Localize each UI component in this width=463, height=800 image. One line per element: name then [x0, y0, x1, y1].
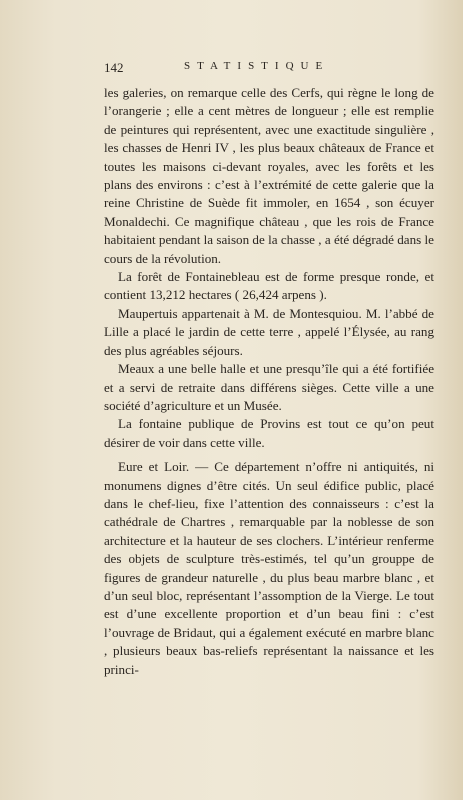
body-text: [104, 84, 434, 679]
paragraph-meaux: Meaux a une belle halle et une presqu’île qui a été fortifiée et a servi de retraite dans différens sièges. Cette ville a une société d’agriculture et un Musée.: [104, 361, 434, 413]
paragraph-foret: La forêt de Fontainebleau est de forme presque ronde, et contient 13,212 hectares ( 26,424 arpens ).: [104, 269, 434, 303]
paragraph-provins: La fontaine publique de Provins est tout ce qu’on peut désirer de voir dans cette ville.: [104, 416, 434, 450]
paragraph-eure-et-loir: Eure et Loir. — Ce département n’offre ni antiquités, ni monumens dignes d’être cités. Un seul édifice public, placé dans le chef-lieu, fixe l’attention des connaisseurs : c’est la cathédrale de Chartres , remarquable par la noblesse de son architecture et la hauteur de ses clochers. L’intérieur renferme des objets de sculpture très-estimés, tel qu’un grouppe de figures de grandeur naturelle , du plus beau marbre blanc , et d’un seul bloc, représentant l’assomption de la Vierge. Le tout est d’une excellente proportion et d’un beau fini : c’est l’ouvrage de Bridaut, qui a également exécuté en marbre blanc , plusieurs beaux bas-reliefs représentant la naissance et les princi-: [104, 459, 434, 677]
running-title: STATISTIQUE: [184, 60, 330, 72]
paragraph-galeries: les galeries, on remarque celle des Cerfs, qui règne le long de l’orangerie ; elle a cent mètres de longueur ; elle est remplie de peintures qui représentent, avec une exactitude singulière , les chasses de Henri IV , les plus beaux châteaux de France et toutes les maisons ci-devant royales, avec les forêts et les plans des environs : c’est à l’extrémité de cette galerie que la reine Christine de Suède fit immoler, en 1654 , son écuyer Monaldechi. Ce magnifique château , que les rois de France habitaient pendant la saison de la chasse , a été dégradé dans le cours de la révolution.: [104, 85, 434, 266]
page-number: 142: [104, 60, 124, 75]
paragraph-maupertuis: Maupertuis appartenait à M. de Montesquiou. M. l’abbé de Lille a placé le jardin de cette terre , appelé l’Élysée, au rang des plus agréables séjours.: [104, 305, 434, 358]
page-header: [104, 60, 434, 78]
